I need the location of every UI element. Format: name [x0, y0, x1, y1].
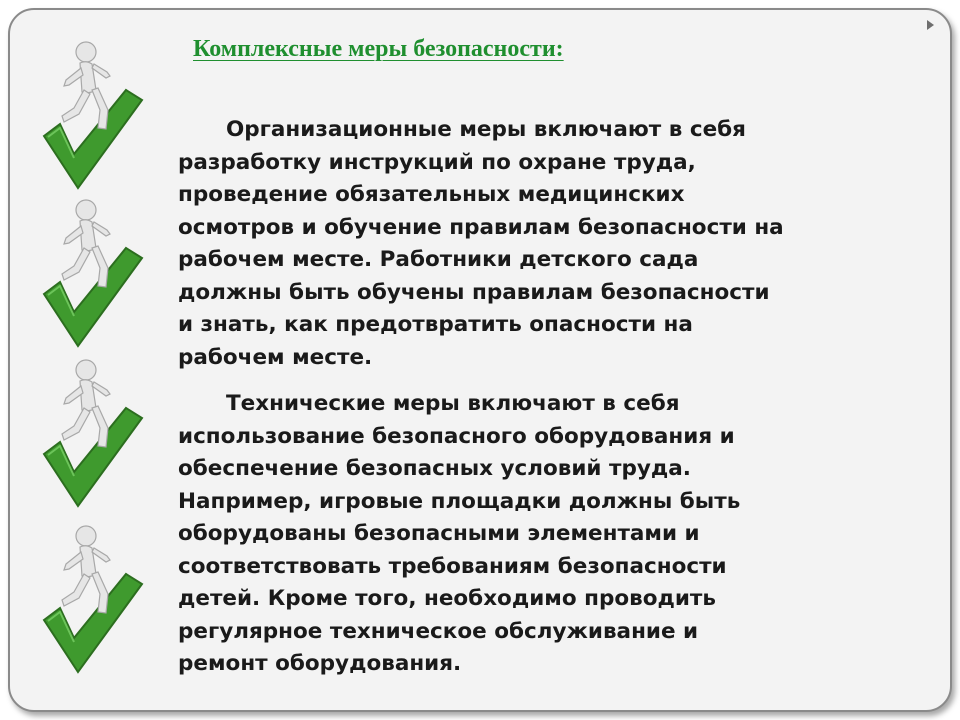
- walking-figure-icon: [62, 360, 110, 447]
- corner-arrow-icon: [927, 20, 934, 30]
- walking-figure-icon: [62, 526, 110, 613]
- checkmark-icon: [34, 38, 154, 193]
- checkmark-icon: [34, 522, 154, 677]
- page-title: Комплексные меры безопасности:: [193, 36, 564, 62]
- checkmark-icon: [34, 196, 154, 351]
- checkmark-figure-4: [34, 522, 154, 677]
- checkmark-figure-1: [34, 38, 154, 193]
- checkmark-figure-2: [34, 196, 154, 351]
- slide-body: [178, 114, 918, 681]
- walking-figure-icon: [62, 42, 110, 129]
- walking-figure-icon: [62, 200, 110, 287]
- checkmark-figure-3: [34, 356, 154, 511]
- paragraph-organizational-measures: Организационные меры включают в себя разработку инструкций по охране труда, проведение обязательных медицинских осмотров и обучение правилам безопасности на рабочем месте. Работники детского сада должны быть обучены правилам безопасности и знать, как предотвратить опасности на рабочем месте.: [178, 117, 784, 370]
- checkmark-icon: [34, 356, 154, 511]
- paragraph-technical-measures: Технические меры включают в себя использование безопасного оборудования и обеспечение безопасных условий труда. Например, игровые площадки должны быть оборудованы безопасными элементами и соответствовать требованиям безопасности детей. Кроме того, необходимо проводить регулярное техническое обслуживание и ремонт оборудования.: [178, 391, 741, 676]
